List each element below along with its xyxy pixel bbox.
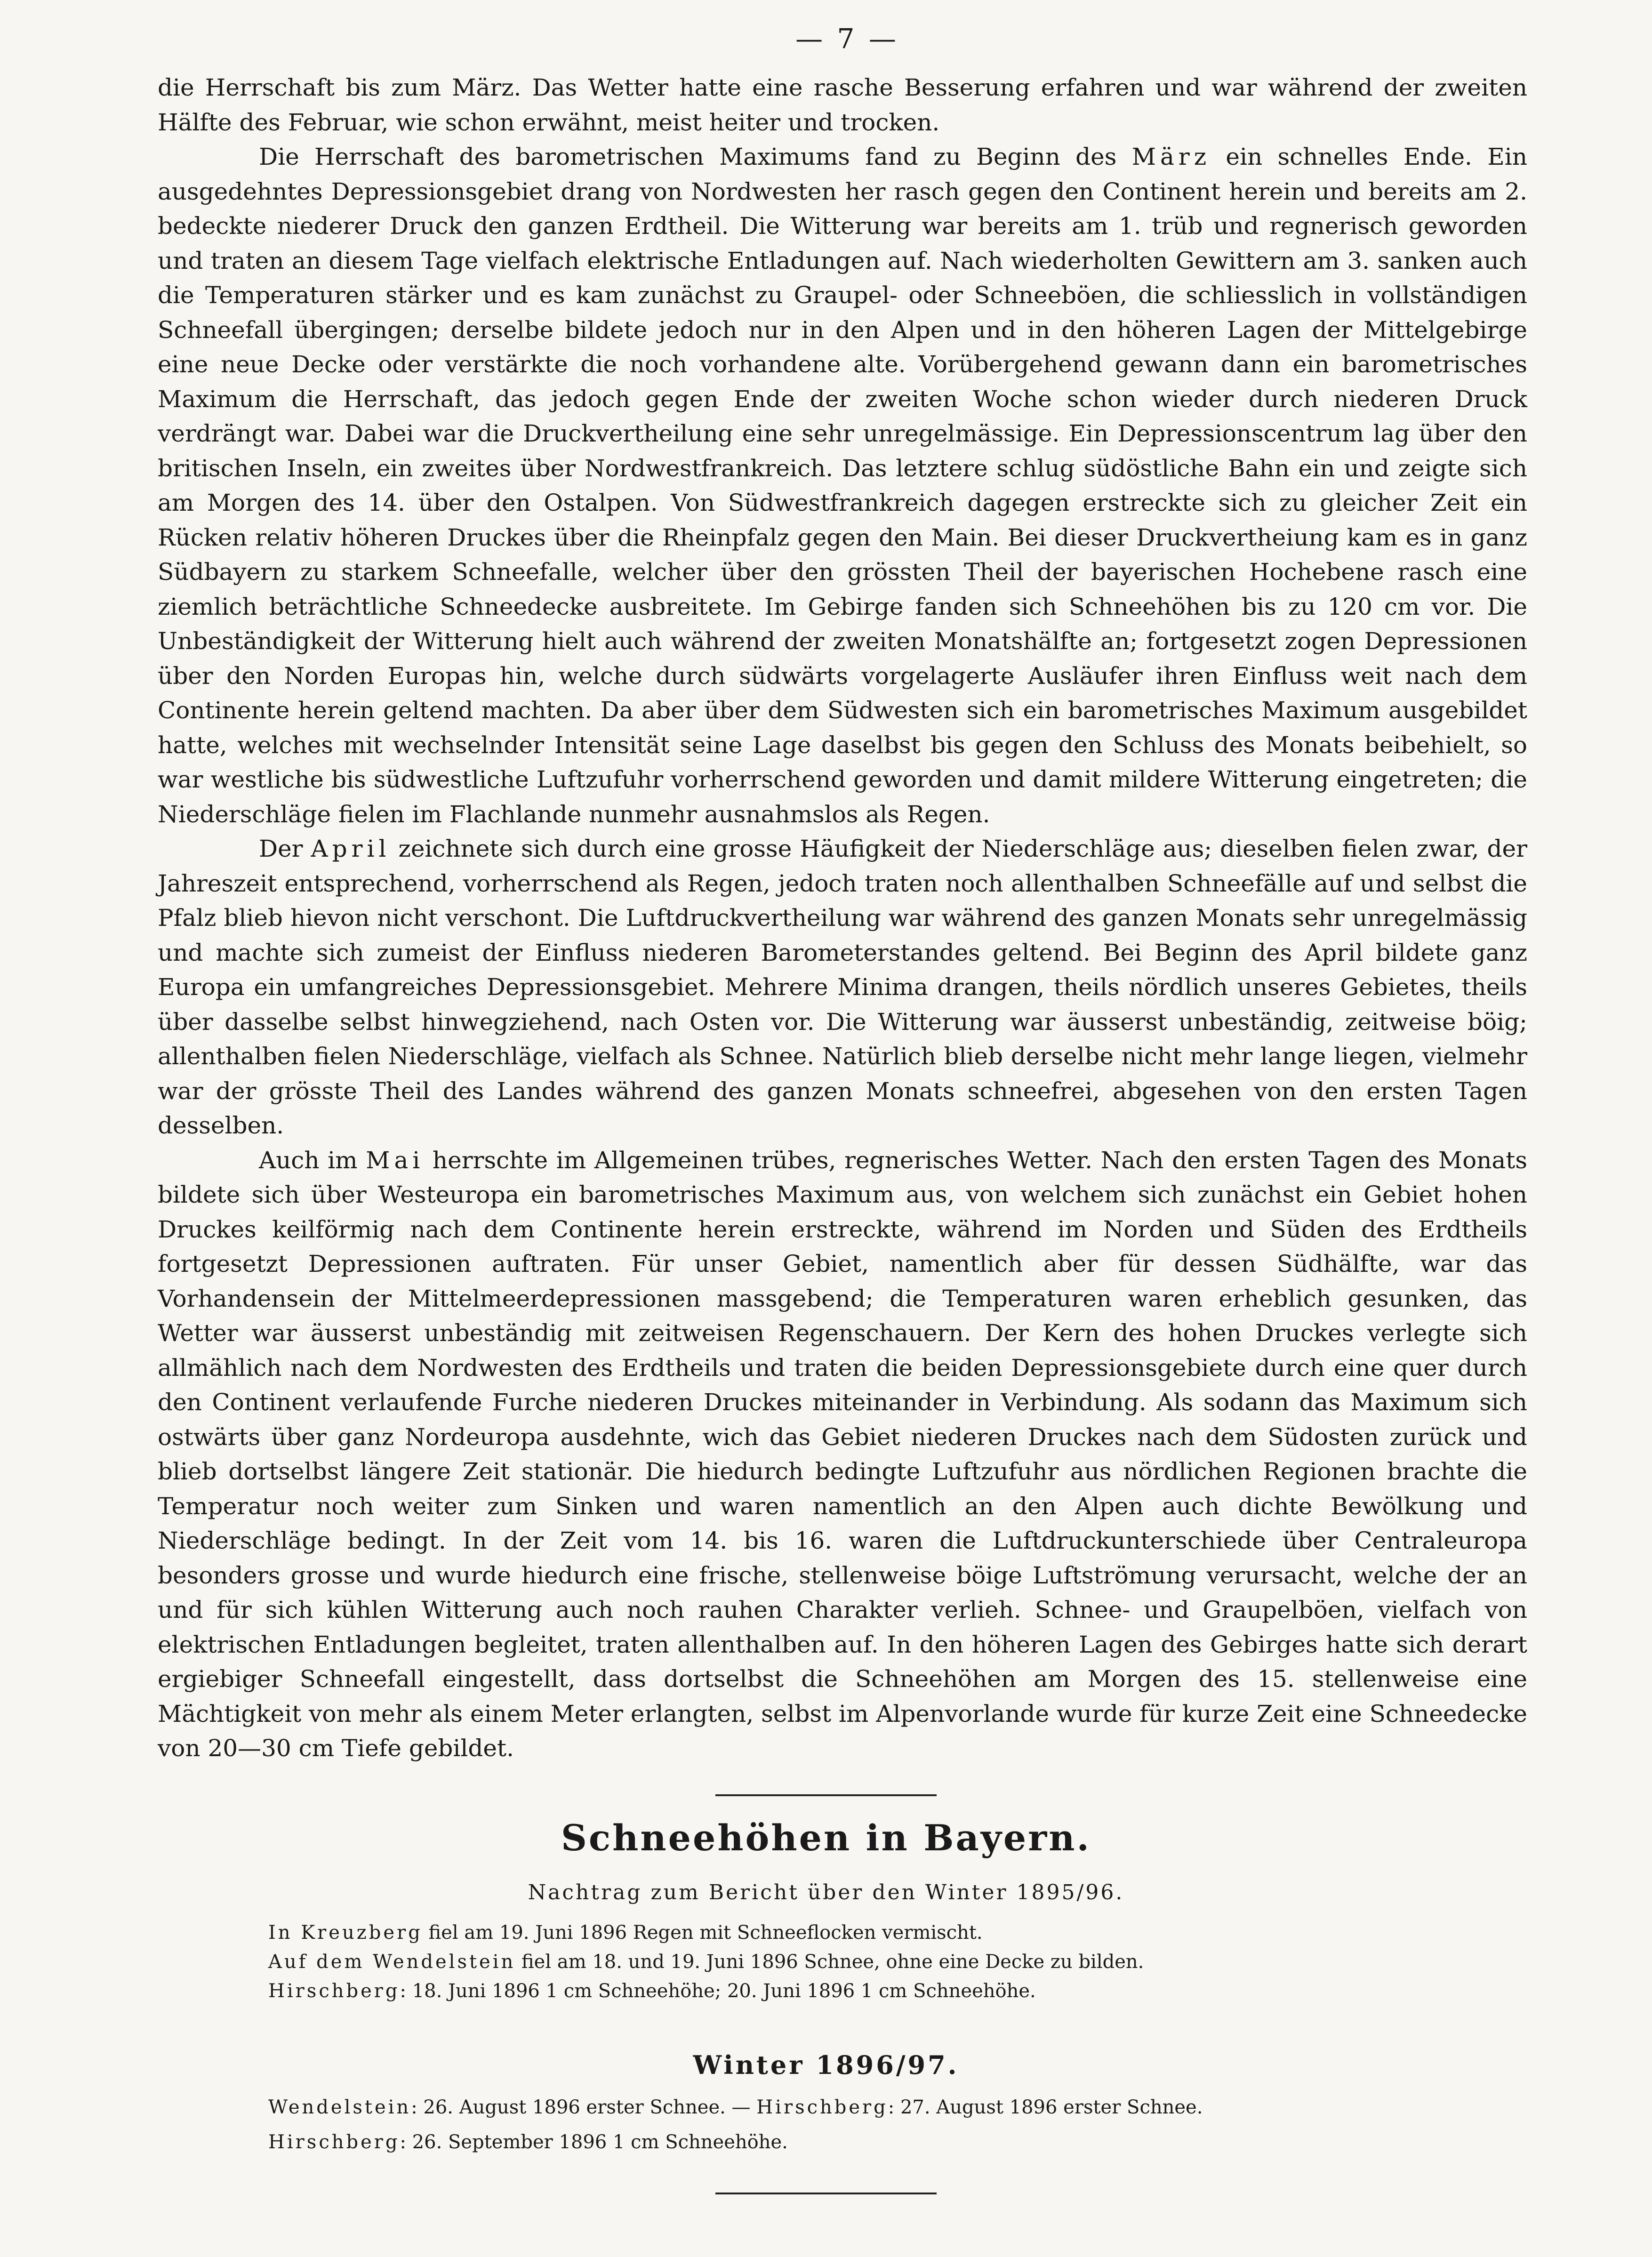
- section-subtitle: Nachtrag zum Bericht über den Winter 1895/96.: [528, 1880, 1124, 1904]
- paragraph-text: zeichnete sich durch eine grosse Häufigkeit der Niederschläge aus; dieselben fielen zwar, der Jahreszeit entsprechend, vorherrschend als Regen, jedoch traten noch allenthalben Schneefälle auf und selbst die Pfalz blieb hievon nicht verschont. Die Luftdruckvertheilung war während des ganzen Monats sehr unregelmässig und machte sich zumeist der Einfluss niederen Barometerstandes geltend. Bei Beginn des April bildete ganz Europa ein umfangreiches Depressionsgebiet. Mehrere Minima drangen, theils nördlich unseres Gebietes, theils über dasselbe selbst hinwegziehend, nach Osten vor. Die Witterung war äusserst unbeständig, zeitweise böig; allenthalben fielen Niederschläge, vielfach als Schnee. Natürlich blieb derselbe nicht mehr lange liegen, vielmehr war der grösste Theil des Landes während des ganzen Monats schneefrei, abgesehen von den ersten Tagen desselben.: [158, 835, 1527, 1139]
- station-name: Hirschberg: [268, 2131, 400, 2153]
- paragraph-text: Auch im: [259, 1146, 366, 1174]
- note-line: [268, 1918, 1398, 1947]
- paragraph: [158, 832, 1527, 1143]
- note-text: fiel am 19. Juni 1896 Regen mit Schneeflocken vermischt.: [422, 1922, 983, 1944]
- station-name: Hirschberg: [268, 1980, 400, 2002]
- station-name: Wendelstein: [268, 2096, 411, 2118]
- divider-rule-top: [715, 1794, 937, 1796]
- note-text: fiel am 18. und 19. Juni 1896 Schnee, ohne eine Decke zu bilden.: [515, 1951, 1144, 1973]
- paragraph-text: herrschte im Allgemeinen trübes, regnerisches Wetter. Nach den ersten Tagen des Monats bildete sich über Westeuropa ein barometrisches Maximum aus, von welchem sich zunächst ein Gebiet hohen Druckes keilförmig nach dem Continente herein erstreckte, während im Norden und Süden des Erdtheils fortgesetzt Depressionen auftraten. Für unser Gebiet, namentlich aber für dessen Südhälfte, war das Vorhandensein der Mittelmeerdepressionen massgebend; die Temperaturen waren erheblich gesunken, das Wetter war äusserst unbeständig mit zeitweisen Regenschauern. Der Kern des hohen Druckes verlegte sich allmählich nach dem Nordwesten des Erdtheils und traten die beiden Depressionsgebiete durch eine quer durch den Continent verlaufende Furche niederen Druckes miteinander in Verbindung. Als sodann das Maximum sich ostwärts über ganz Nordeuropa ausdehnte, wich das Gebiet niederen Druckes nach dem Südosten zurück und blieb dortselbst längere Zeit stationär. Die hiedurch bedingte Luftzufuhr aus nördlichen Regionen brachte die Temperatur noch weiter zum Sinken und waren namentlich an den Alpen auch dichte Bewölkung und Niederschläge bedingt. In der Zeit vom 14. bis 16. waren die Luftdruckunterschiede über Centraleuropa besonders grosse und wurde hiedurch eine frische, stellenweise böige Luftströmung verursacht, welche der an und für sich kühlen Witterung auch noch rauhen Charakter verlieh. Schnee- und Graupelböen, vielfach von elektrischen Entladungen begleitet, traten allenthalben auf. In den höheren Lagen des Gebirges hatte sich derart ergiebiger Schneefall eingestellt, dass dortselbst die Schneehöhen am Morgen des 15. stellenweise eine Mächtigkeit von mehr als einem Meter erlangten, selbst im Alpenvorlande wurde für kurze Zeit eine Schneedecke von 20—30 cm Tiefe gebildet.: [158, 1146, 1527, 1762]
- station-name: Auf dem Wendelstein: [268, 1951, 516, 1973]
- entry-text: : 27. August 1896 erster Schnee.: [888, 2096, 1203, 2118]
- paragraph-text: die Herrschaft bis zum März. Das Wetter hatte eine rasche Besserung erfahren und war während der zweiten Hälfte des Februar, wie schon erwähnt, meist heiter und trocken.: [158, 74, 1527, 136]
- section-title: Schneehöhen in Bayern.: [561, 1817, 1091, 1859]
- note-text: : 18. Juni 1896 1 cm Schneehöhe; 20. Juni 1896 1 cm Schneehöhe.: [400, 1980, 1036, 2002]
- station-name: Hirschberg: [756, 2096, 888, 2118]
- entry-text: : 26. September 1896 1 cm Schneehöhe.: [400, 2131, 788, 2153]
- winter-line: [268, 2125, 1421, 2160]
- paragraph: [158, 71, 1527, 140]
- winter-title: Winter 1896/97.: [693, 2050, 959, 2080]
- winter-entries: [268, 2090, 1421, 2160]
- divider-rule-bottom: [715, 2193, 937, 2194]
- paragraph: [158, 1143, 1527, 1766]
- note-line: [268, 1976, 1398, 2006]
- paragraph: [158, 140, 1527, 832]
- supplement-notes: [268, 1918, 1398, 2006]
- page-number: — 7 —: [795, 23, 899, 55]
- paragraph-text: ein schnelles Ende. Ein ausgedehntes Depressionsgebiet drang von Nordwesten her rasch gegen den Continent herein und bereits am 2. bedeckte niederer Druck den ganzen Erdtheil. Die Witterung war bereits am 1. trüb und regnerisch geworden und traten an diesem Tage vielfach elektrische Entladungen auf. Nach wiederholten Gewittern am 3. sanken auch die Temperaturen stärker und es kam zunächst zu Graupel- oder Schneeböen, die schliesslich in vollständigen Schneefall übergingen; derselbe bildete jedoch nur in den Alpen und in den höheren Lagen der Mittelgebirge eine neue Decke oder verstärkte die noch vorhandene alte. Vorübergehend gewann dann ein barometrisches Maximum die Herrschaft, das jedoch gegen Ende der zweiten Woche schon wieder durch niederen Druck verdrängt war. Dabei war die Druckvertheilung eine sehr unregelmässige. Ein Depressionscentrum lag über den britischen Inseln, ein zweites über Nordwestfrankreich. Das letztere schlug südöstliche Bahn ein und zeigte sich am Morgen des 14. über den Ostalpen. Von Südwestfrankreich dagegen erstreckte sich zu gleicher Zeit ein Rücken relativ höheren Druckes über die Rheinpfalz gegen den Main. Bei dieser Druckvertheiung kam es in ganz Südbayern zu starkem Schneefalle, welcher über den grössten Theil der bayerischen Hochebene rasch eine ziemlich beträchtliche Schneedecke ausbreitete. Im Gebirge fanden sich Schneehöhen bis zu 120 cm vor. Die Unbeständigkeit der Witterung hielt auch während der zweiten Monatshälfte an; fortgesetzt zogen Depressionen über den Norden Europas hin, welche durch südwärts vorgelagerte Ausläufer ihren Einfluss weit nach dem Continente herein geltend machten. Da aber über dem Südwesten sich ein barometrisches Maximum ausgebildet hatte, welches mit wechselnder Intensität seine Lage daselbst bis gegen den Schluss des Monats beibehielt, so war westliche bis südwestliche Luftzufuhr vorherrschend geworden und damit mildere Witterung eingetreten; die Niederschläge fielen im Flachlande nunmehr ausnahmslos als Regen.: [158, 143, 1527, 828]
- paragraph-text: Der: [259, 835, 311, 862]
- note-line: [268, 1947, 1398, 1976]
- month-name: April: [311, 835, 391, 862]
- winter-line: [268, 2090, 1421, 2125]
- paragraph-text: Die Herrschaft des barometrischen Maximums fand zu Beginn des: [259, 143, 1132, 170]
- entry-text: : 26. August 1896 erster Schnee. —: [411, 2096, 757, 2118]
- station-name: In Kreuzberg: [268, 1922, 423, 1944]
- report-body: [158, 71, 1527, 1766]
- month-name: März: [1131, 143, 1211, 170]
- month-name: Mai: [366, 1146, 425, 1174]
